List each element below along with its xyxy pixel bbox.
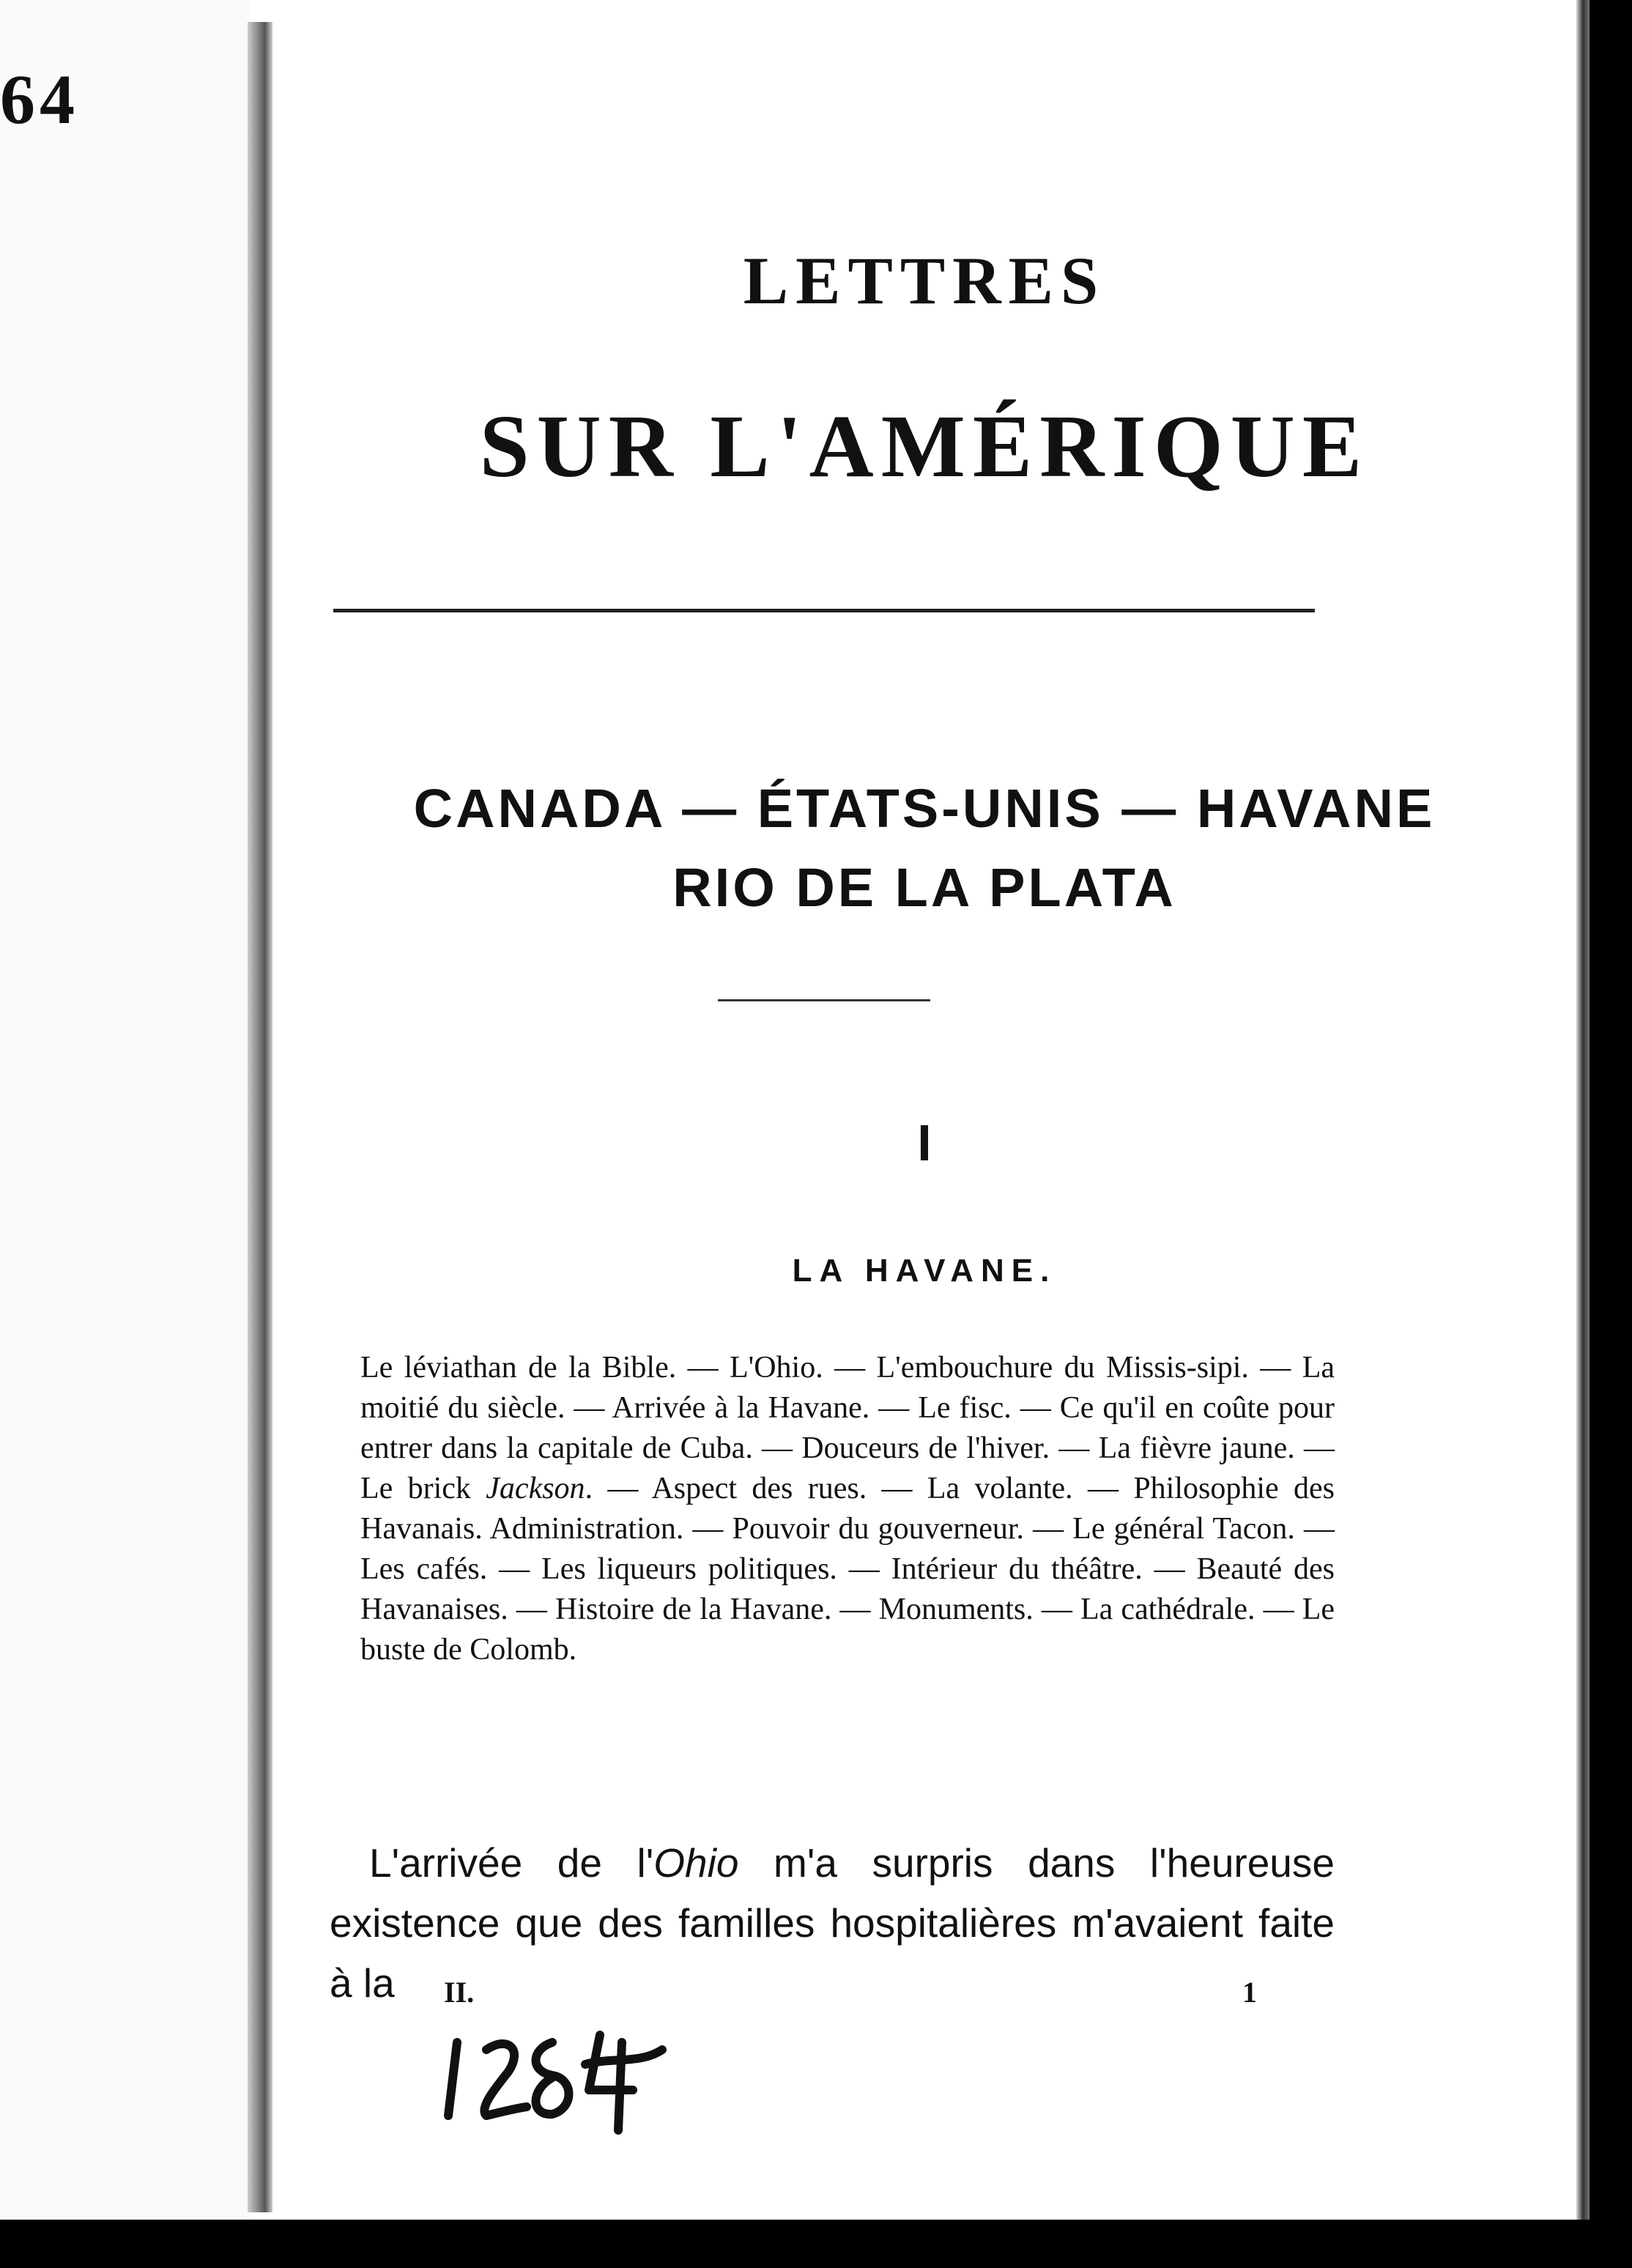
summary-ship-name: Jackson [486,1472,585,1505]
subtitle [272,769,1576,927]
chapter-number: I [917,1114,932,1171]
chapter-title: LA HAVANE. [792,1253,1057,1289]
signature-mark: II. [444,1976,475,2009]
page-mark: 1 [1242,1976,1257,2009]
left-page-number: 64 [0,60,79,138]
summary-lead: Le léviathan de la Bible. — L'Ohio. — L'embouchure du Missis-sipi. — La moitié du siècle. — Arrivée à la Havane. — Le fisc. — Ce qu'il en coûte pour entrer dans la capitale de Cuba. — Douceurs de l'hiver. — La fièvre jaune. — Le brick [360,1351,1335,1505]
page-edge [1576,0,1590,2220]
title-rule [333,609,1315,612]
book-gutter [248,22,272,2212]
body-after: m'a surpris dans l'heureuse existence que des familles hospitalières m'avaient faite à la [330,1840,1335,2006]
handwritten-year [442,2020,677,2138]
chapter-summary [360,1348,1335,1670]
summary-rest: . — Aspect des rues. — La volante. — Philosophie des Havanais. Administration. — Pouvoir du gouverneur. — Le général Tacon. — Les cafés. — Les liqueurs politiques. — Intérieur du théâtre. — Beauté des Havanaises. — Histoire de la Havane. — Monuments. — La cathédrale. — Le buste de Colomb. [360,1472,1335,1667]
body-before: L'arrivée de l' [369,1840,654,1886]
left-page-margin [0,0,249,2220]
scan-border-bottom [0,2220,1632,2268]
scan-border-right [1590,0,1632,2268]
subtitle-rule [718,999,930,1001]
title-line-1: LETTRES [743,243,1106,318]
subtitle-line-2: RIO DE LA PLATA [672,857,1176,918]
body-paragraph [330,1833,1335,2013]
body-ship-name: Ohio [653,1840,739,1886]
title-line-2: SUR L'AMÉRIQUE [479,397,1370,496]
subtitle-line-1: CANADA — ÉTATS-UNIS — HAVANE [413,778,1436,839]
